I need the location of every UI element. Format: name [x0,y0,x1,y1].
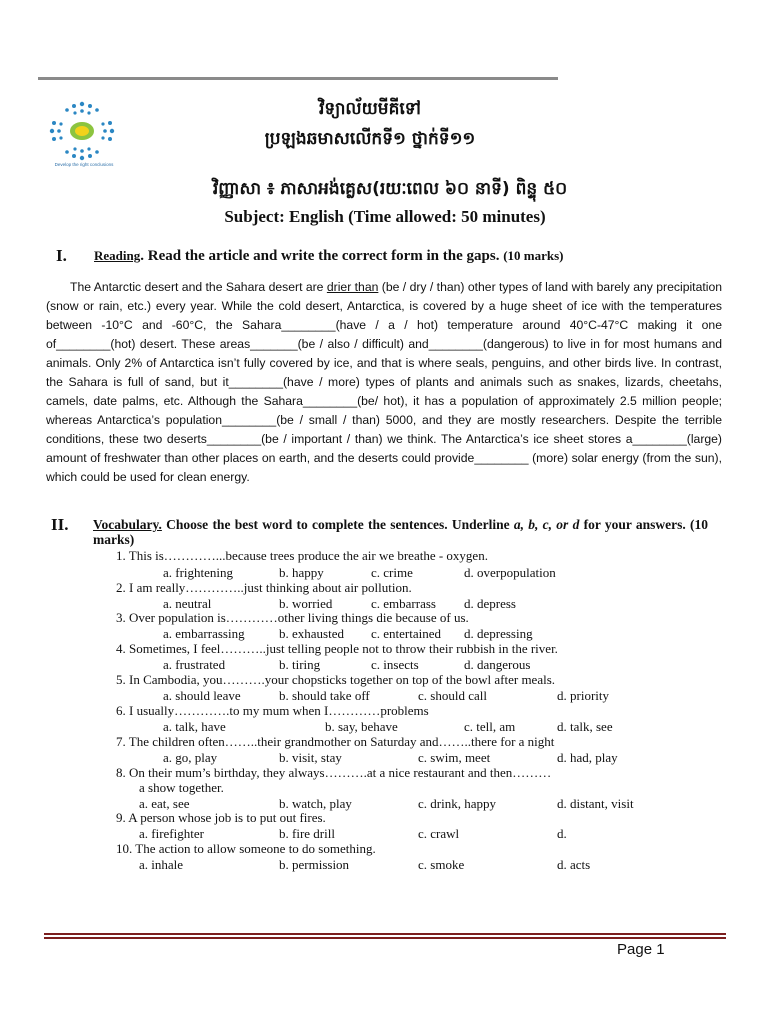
question-8-continued: a show together. [139,780,224,795]
logo-caption: Develop the right conclusions [54,162,114,167]
q7-option-d[interactable]: d. had, play [557,750,618,765]
section-2-title: Vocabulary. [93,517,162,532]
question-3: 3. Over population is…………other living things die because of us. [116,610,469,625]
top-rule [38,77,558,80]
section-2-letters: a, b, c, or d [513,517,580,532]
q8-option-d[interactable]: d. distant, visit [557,796,634,811]
q4-option-b[interactable]: b. tiring [279,657,321,672]
question-4: 4. Sometimes, I feel………..just telling people not to throw their rubbish in the river. [116,641,558,656]
section-1-instruction: . Read the article and write the correct form in the gaps. [140,248,500,264]
q1-option-c[interactable]: c. crime [371,565,413,580]
q2-option-c[interactable]: c. embarrass [371,596,436,611]
section-2-marks: (10 marks) [93,517,709,547]
q9-option-d[interactable]: d. [557,826,567,841]
subject-khmer: វិញ្ញាសា ៖ ភាសាអង់គ្លេស(រយៈពេល ៦០ នាទី) ពិន្ទុ ៥០ [212,179,568,199]
q8-option-b[interactable]: b. watch, play [279,796,352,811]
section-1-numeral: I. [56,246,67,265]
q7-option-c[interactable]: c. swim, meet [418,750,491,765]
q5-option-a[interactable]: a. should leave [163,688,241,703]
section-2-instruction-end: for your answers. [579,517,686,532]
subject-english: Subject: English (Time allowed: 50 minutes) [224,207,546,226]
footer-rule [44,933,726,935]
section-1-marks: (10 marks) [503,248,564,263]
question-7: 7. The children often……..their grandmother on Saturday and……..there for a night [116,734,555,749]
q6-option-d[interactable]: d. talk, see [557,719,613,734]
passage-example-answer: drier than [326,280,379,294]
q10-option-c[interactable]: c. smoke [418,857,465,872]
q2-option-a[interactable]: a. neutral [163,596,212,611]
question-8: 8. On their mum’s birthday, they always……….at a nice restaurant and then……… [116,765,552,780]
q3-option-b[interactable]: b. exhausted [279,626,344,641]
reading-passage [46,278,722,487]
q5-option-b[interactable]: b. should take off [279,688,370,703]
page-number: Page 1 [617,941,665,958]
q4-option-d[interactable]: d. dangerous [464,657,531,672]
section-2-instruction: Choose the best word to complete the sentences. Underline [161,517,514,532]
q1-option-a[interactable]: a. frightening [163,565,234,580]
question-1: 1. This is…………...because trees produce the air we breathe - oxygen. [116,548,488,563]
school-name: វិទ្យាល័យមីគីទៅ [319,99,421,119]
question-10: 10. The action to allow someone to do something. [116,841,376,856]
q2-option-b[interactable]: b. worried [279,596,333,611]
q7-option-b[interactable]: b. visit, stay [279,750,342,765]
q9-option-b[interactable]: b. fire drill [279,826,335,841]
q3-option-c[interactable]: c. entertained [371,626,442,641]
q5-option-d[interactable]: d. priority [557,688,609,703]
question-6: 6. I usually………….to my mum when I…………problems [116,703,429,718]
q6-option-b[interactable]: b. say, behave [325,719,398,734]
q1-option-b[interactable]: b. happy [279,565,324,580]
school-logo-icon [42,100,122,162]
footer-rule-secondary [44,937,726,939]
q10-option-b[interactable]: b. permission [279,857,350,872]
section-2-heading [93,517,708,547]
section-1-heading [94,248,564,265]
question-2: 2. I am really…………..just thinking about air pollution. [116,580,412,595]
exam-title: ប្រឡងឆមាសលើកទី១ ថ្នាក់ទី១១ [264,129,476,149]
passage-start: The Antarctic desert and the Sahara desert are [70,280,327,294]
q3-option-a[interactable]: a. embarrassing [163,626,245,641]
q4-option-c[interactable]: c. insects [371,657,419,672]
q8-option-a[interactable]: a. eat, see [139,796,190,811]
question-9: 9. A person whose job is to put out fires. [116,810,326,825]
q10-option-d[interactable]: d. acts [557,857,591,872]
q9-option-a[interactable]: a. firefighter [139,826,204,841]
q4-option-a[interactable]: a. frustrated [163,657,226,672]
q2-option-d[interactable]: d. depress [464,596,516,611]
q7-option-a[interactable]: a. go, play [163,750,218,765]
q5-option-c[interactable]: c. should call [418,688,487,703]
section-1-title: Reading [94,248,141,263]
question-5: 5. In Cambodia, you……….your chopsticks together on top of the bowl after meals. [116,672,556,687]
q6-option-a[interactable]: a. talk, have [163,719,226,734]
q10-option-a[interactable]: a. inhale [139,857,184,872]
q3-option-d[interactable]: d. depressing [464,626,533,641]
section-2-numeral: II. [51,515,69,534]
q8-option-c[interactable]: c. drink, happy [418,796,496,811]
q9-option-c[interactable]: c. crawl [418,826,460,841]
q1-option-d[interactable]: d. overpopulation [464,565,556,580]
passage-body: (be / dry / than) other types of land with barely any precipitation (snow or rain, etc.) every year. While the cold desert, Antarctica, is covered by a huge sheet of ice with the temperatures between -10°C and -60°C, the Sahara________(have / a / hot) temperature around 40°C-47°C making it one of________(hot) desert. These areas_______(be / also / difficult) and________(dangerous) to live in for most humans and animals. Only 2% of Antarctica isn’t fully covered by ice, and that is where seals, penguins, and other birds live. In contrast, the Sahara is full of sand, but it________(have / more) types of plants and animals such as snakes, lizards, cheetahs, camels, date palms, etc. Although the Sahara________(be/ hot), it has a population of approximately 2.5 million people; whereas Antarctica’s population________(be / small / than) 5000, and they are mostly researchers. Despite the terrible conditions, these two deserts________(be / important / than) we think. The Antarctica’s ice sheet stores a________(large) amount of freshwater than other places on earth, and the deserts could provide________ (more) solar energy (from the sun), which could be used for clean energy. [46,280,722,484]
q6-option-c[interactable]: c. tell, am [464,719,516,734]
